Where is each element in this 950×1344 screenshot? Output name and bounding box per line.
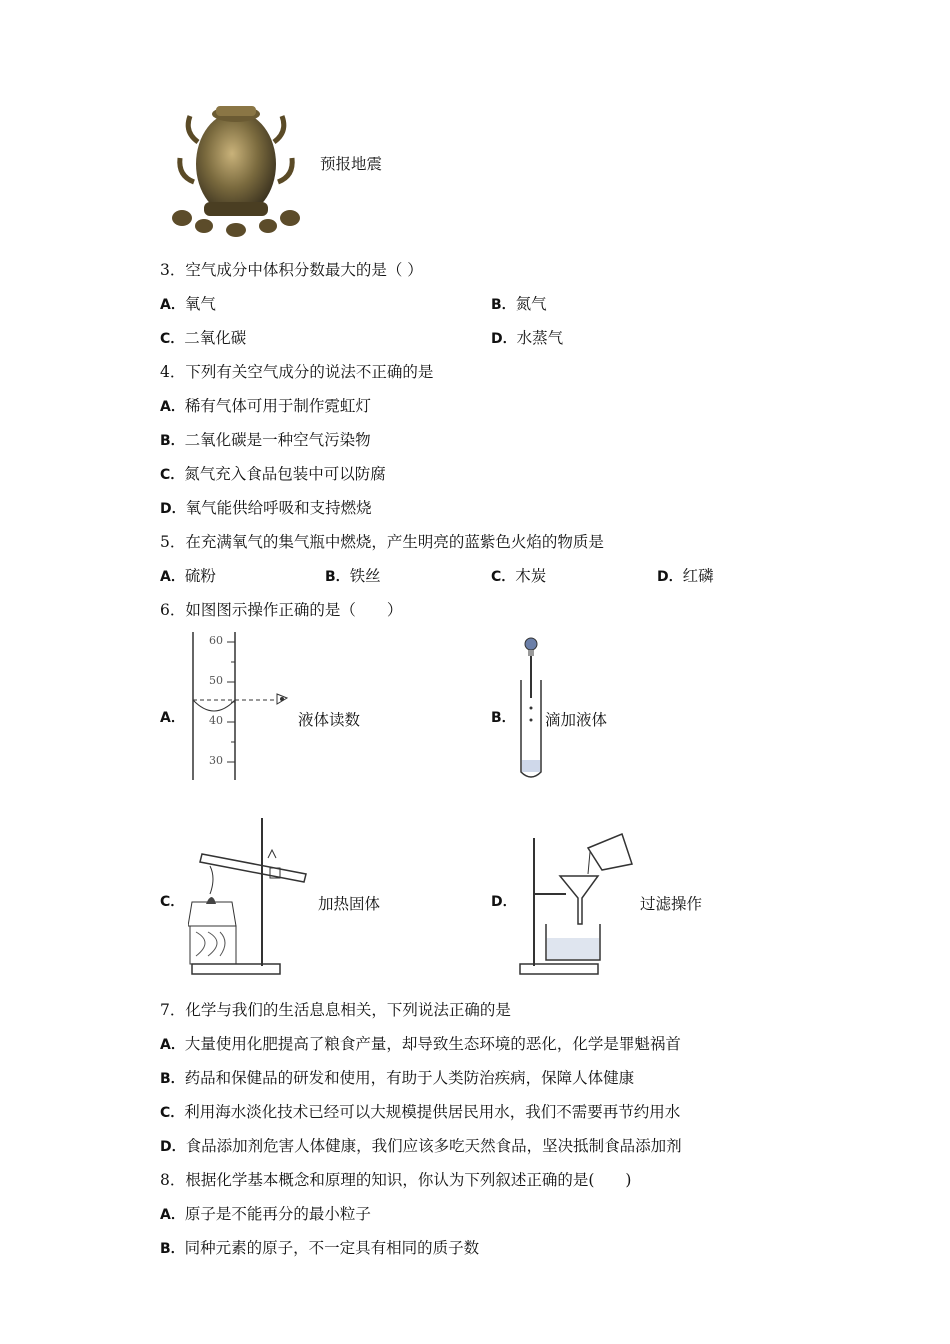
- option-letter: A．: [160, 399, 185, 415]
- q5-stem: 5．在充满氧气的集气瓶中燃烧，产生明亮的蓝紫色火焰的物质是: [160, 533, 604, 551]
- option-letter: D．: [160, 1139, 186, 1155]
- heating-diagram: [188, 818, 314, 976]
- option-text: 同种元素的原子，不一定具有相同的质子数: [184, 1239, 480, 1257]
- dropper-figure: [515, 636, 545, 784]
- option-text: 原子是不能再分的最小粒子: [184, 1205, 371, 1223]
- q8-stem: 8．根据化学基本概念和原理的知识，你认为下列叙述正确的是( ): [160, 1171, 632, 1189]
- option-letter: C．: [491, 569, 516, 585]
- option-letter: C．: [160, 467, 185, 483]
- q3-option-c: [160, 328, 246, 349]
- dropper-diagram: [515, 636, 545, 784]
- q4-stem: 4．下列有关空气成分的说法不正确的是: [160, 363, 434, 381]
- option-letter: A．: [160, 297, 185, 313]
- option-letter: D．: [160, 501, 186, 517]
- option-letter: C．: [160, 1105, 185, 1121]
- q4-option-b: [160, 430, 371, 451]
- option-text: 利用海水淡化技术已经可以大规模提供居民用水，我们不需要再节约用水: [184, 1103, 681, 1121]
- seismoscope-figure: [168, 82, 304, 240]
- cylinder-reading-figure: [185, 632, 295, 784]
- q7-option-c: [160, 1102, 680, 1123]
- q7-option-a: [160, 1034, 681, 1055]
- heating-figure: [188, 818, 314, 976]
- q3-option-a: [160, 294, 216, 315]
- option-letter: B．: [491, 297, 516, 313]
- q7-stem: 7．化学与我们的生活息息相关，下列说法正确的是: [160, 1001, 511, 1019]
- option-letter: B．: [325, 569, 350, 585]
- seismoscope-caption: 预报地震: [320, 155, 383, 173]
- option-text: 二氧化碳: [184, 329, 247, 347]
- option-text: 氮气: [515, 295, 547, 313]
- q7-option-d: [160, 1136, 682, 1157]
- option-text: 铁丝: [349, 567, 381, 585]
- cylinder-tick-label: 50: [209, 674, 223, 687]
- option-text: 氧气能供给呼吸和支持燃烧: [185, 499, 372, 517]
- q5-option-c: [491, 566, 546, 587]
- option-text: 食品添加剂危害人体健康，我们应该多吃天然食品，坚决抵制食品添加剂: [185, 1137, 682, 1155]
- q6-option-a-caption: 液体读数: [298, 711, 361, 729]
- q5-option-a: [160, 566, 216, 587]
- q5-option-b: [325, 566, 381, 587]
- option-text: 红磷: [682, 567, 714, 585]
- q6-option-a-letter: A．: [160, 710, 185, 726]
- option-text: 氮气充入食品包装中可以防腐: [184, 465, 386, 483]
- option-letter: D．: [657, 569, 683, 585]
- q3-stem: 3．空气成分中体积分数最大的是（ ）: [160, 261, 423, 279]
- option-letter: B．: [160, 1071, 185, 1087]
- option-text: 氧气: [184, 295, 216, 313]
- q6-option-d-caption: 过滤操作: [640, 895, 703, 913]
- q5-option-d: [657, 566, 714, 587]
- q7-option-b: [160, 1068, 634, 1089]
- option-text: 二氧化碳是一种空气污染物: [184, 431, 371, 449]
- option-letter: B．: [160, 433, 185, 449]
- seismoscope-image: [168, 82, 304, 240]
- q3-option-b: [491, 294, 547, 315]
- cylinder-tick-label: 40: [209, 714, 223, 727]
- q6-option-c-letter: C．: [160, 894, 185, 910]
- option-letter: A．: [160, 1037, 185, 1053]
- q6-option-b-letter: B．: [491, 710, 516, 726]
- option-letter: C．: [160, 331, 185, 347]
- option-text: 木炭: [515, 567, 547, 585]
- q8-option-b: [160, 1238, 479, 1259]
- q6-stem: 6．如图图示操作正确的是（ ）: [160, 601, 403, 619]
- option-letter: B．: [160, 1241, 185, 1257]
- cylinder-diagram: [185, 632, 295, 784]
- q6-option-d-letter: D．: [491, 894, 517, 910]
- option-letter: A．: [160, 1207, 185, 1223]
- cylinder-tick-label: 60: [209, 634, 223, 647]
- cylinder-tick-label: 30: [209, 754, 223, 767]
- option-text: 水蒸气: [516, 329, 564, 347]
- option-text: 稀有气体可用于制作霓虹灯: [184, 397, 371, 415]
- q4-option-c: [160, 464, 386, 485]
- option-letter: A．: [160, 569, 185, 585]
- option-text: 药品和保健品的研发和使用，有助于人类防治疾病，保障人体健康: [184, 1069, 635, 1087]
- q6-option-c-caption: 加热固体: [318, 895, 381, 913]
- q3-option-d: [491, 328, 563, 349]
- q8-option-a: [160, 1204, 371, 1225]
- option-text: 硫粉: [184, 567, 216, 585]
- q4-option-d: [160, 498, 372, 519]
- filtration-diagram: [518, 830, 638, 976]
- q4-option-a: [160, 396, 371, 417]
- option-letter: D．: [491, 331, 517, 347]
- option-text: 大量使用化肥提高了粮食产量，却导致生态环境的恶化，化学是罪魁祸首: [184, 1035, 681, 1053]
- filtration-figure: [518, 830, 638, 976]
- q6-option-b-caption: 滴加液体: [545, 711, 608, 729]
